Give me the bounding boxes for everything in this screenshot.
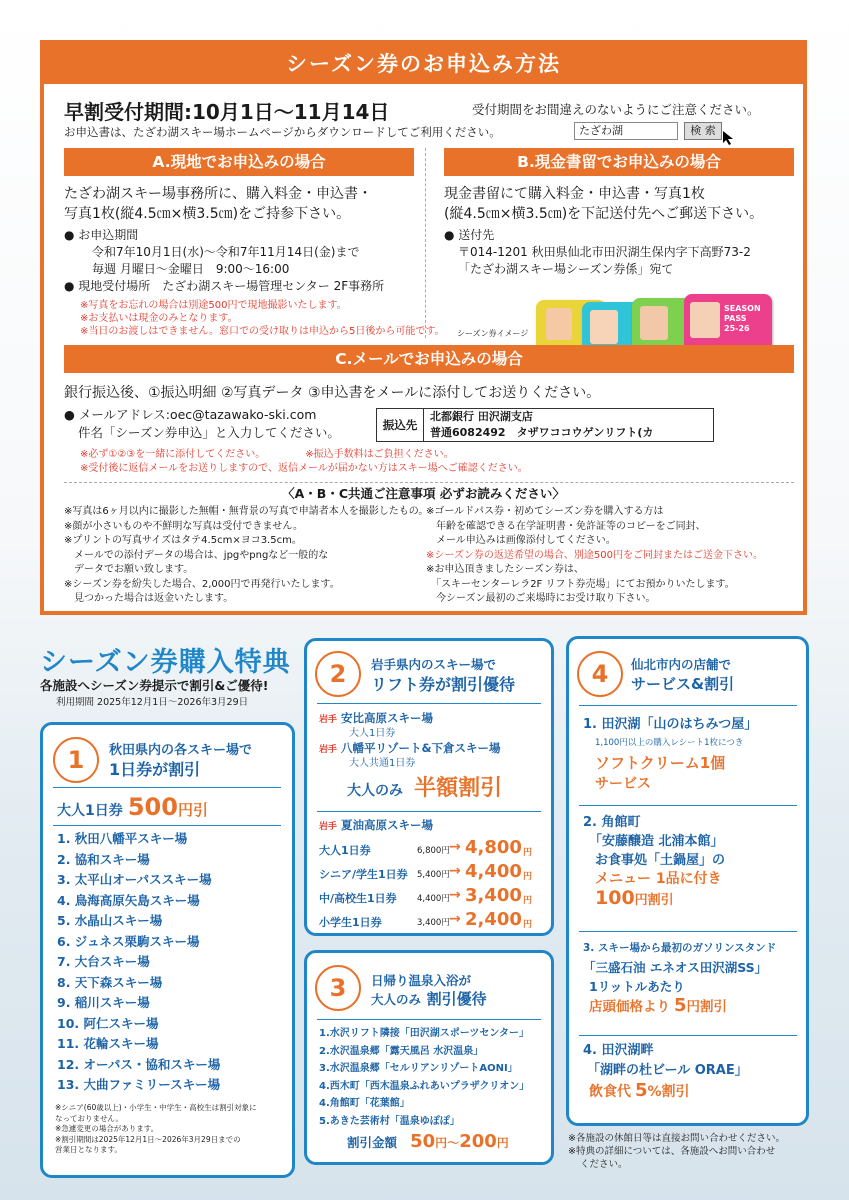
resort-appi-ticket: 大人1日券 xyxy=(349,728,396,739)
panel2-resorts xyxy=(319,711,501,771)
section-a-line-2: 写真1枚(縦4.5㎝×横3.5㎝)をご持参下さい。 xyxy=(64,206,351,222)
pass-card-label xyxy=(724,304,761,334)
common-right-4: ※シーズン券の返送希望の場合、別途500円をご同封またはご送金下さい。 xyxy=(426,549,763,561)
ski-area-item: 12. オーパス・協和スキー場 xyxy=(57,1056,221,1072)
shop-3-title: 3. スキー場から最初のガソリンスタンド xyxy=(583,942,777,954)
column-divider xyxy=(425,148,426,338)
ski-area-item: 6. ジュネス栗駒スキー場 xyxy=(57,933,200,949)
shop-1 xyxy=(583,713,803,793)
common-right-5: ※お申込頂きましたシーズン券は、 xyxy=(426,564,584,575)
ski-area-item: 13. 大曲ファミリースキー場 xyxy=(57,1077,221,1092)
shop-2-discount xyxy=(583,889,803,910)
section-c-notes xyxy=(80,448,528,476)
reception-place: ● 現地受付場所 たざわ湖スキー場管理センター 2F事務所 xyxy=(64,279,385,293)
pref-label: 岩手 xyxy=(319,822,338,832)
early-note: 受付期間をお間違えのないようにご注意ください。 xyxy=(472,102,760,117)
shop-4-amount: 5 xyxy=(635,1080,648,1101)
shop-1-offer: ソフトクリーム1個 xyxy=(595,754,726,772)
shop-2-offer: メニュー 1品に付き xyxy=(595,871,722,887)
note-c-1b: ※振込手数料はご負担ください。 xyxy=(305,449,454,460)
section-b-line-2: (縦4.5㎝×横3.5㎝)を下記送付先へご郵送下さい。 xyxy=(444,206,764,222)
bank-name: 北都銀行 田沢湖支店 xyxy=(430,410,533,423)
resort-appi: 安比高原スキー場 xyxy=(341,711,434,725)
panel1-divider xyxy=(53,787,281,788)
onsen-item: 4.角館町「花葉館」 xyxy=(319,1098,410,1109)
common-left-4: メールでの添付データの場合は、jpgやpngなど一般的な xyxy=(64,549,329,561)
footer-note: ください。 xyxy=(580,1159,628,1170)
card-text-2: PASS xyxy=(724,314,747,323)
price-number: 500 xyxy=(127,793,178,821)
note-c-2: ※受付後に返信メールをお送りしますので、返信メールが届かない方はスキー場へご確認ください。 xyxy=(80,463,528,474)
panel2-head2: リフト券が割引優待 xyxy=(371,675,516,694)
panel1-head2: 1日券が割引 xyxy=(109,760,201,779)
benefit-badge-2: 2 xyxy=(315,651,361,697)
bank-info xyxy=(424,408,714,442)
ski-area-list xyxy=(57,829,220,1096)
onsen-price-unit: 円 xyxy=(496,1136,509,1150)
note-a-2: ※お支払いは現金のみとなります。 xyxy=(80,313,238,324)
shop-2 xyxy=(583,813,803,910)
section-c-title: C.メールでお申込みの場合 xyxy=(64,345,794,373)
common-left-2: ※顔が小さいものや不鮮明な写真は受付できません。 xyxy=(64,520,303,532)
panel4-divider-3 xyxy=(579,931,797,932)
ski-area-item: 1. 秋田八幡平スキー場 xyxy=(57,831,188,846)
common-right-2: 年齢を確認できる在学証明書・免許証等のコピーをご同封、 xyxy=(426,520,706,532)
onsen-price xyxy=(347,1131,509,1152)
price-row-from: 6,800円 xyxy=(417,846,450,856)
common-left-3: ※プリントの写真サイズはタテ4.5cm×ヨコ3.5cm。 xyxy=(64,535,302,546)
price-row xyxy=(319,885,547,909)
period-dates: 令和7年10月1日(水)〜令和7年11月14日(金)まで xyxy=(92,245,360,259)
arrow-icon: → xyxy=(449,863,461,879)
common-right-3: メール申込みは画像添付してください。 xyxy=(426,535,616,546)
onsen-price-max: 200 xyxy=(459,1131,497,1152)
common-left-6: ※シーズン券を紛失した場合、2,000円で再発行いたします。 xyxy=(64,578,340,590)
price-row xyxy=(319,861,547,885)
panel2-geto xyxy=(319,817,433,833)
card-text-1: SEASON xyxy=(724,304,761,313)
shop-1-condition: 1,100円以上の購入レシート1枚につき xyxy=(595,738,744,748)
onsen-price-label: 割引金額 xyxy=(347,1135,398,1150)
shop-2-title: 2. 角館町 xyxy=(583,815,641,830)
shop-2-unit: 円割引 xyxy=(634,893,674,908)
benefit-panel-2 xyxy=(304,638,554,936)
shop-3-offer: 店頭価格より xyxy=(589,999,670,1015)
onsen-item: 5.あきた芸術村「温泉ゆぽぽ」 xyxy=(319,1115,460,1127)
bank-account: 普通6082492 タザワココウゲンリフト(カ xyxy=(430,426,654,439)
panel4-head2: サービス&割引 xyxy=(631,675,735,693)
ski-area-item: 3. 太平山オーパススキー場 xyxy=(57,872,212,887)
price-row xyxy=(319,837,547,861)
ski-area-item: 4. 鳥海高原矢島スキー場 xyxy=(57,892,200,908)
panel2-divider-2 xyxy=(317,811,541,812)
ski-area-item: 8. 天下森スキー場 xyxy=(57,974,163,990)
price-unit: 円引 xyxy=(177,801,208,819)
dest-label: ● 送付先 xyxy=(444,228,495,242)
dest-address: 〒014-1201 秋田県仙北市田沢湖生保内字下高野73-2 xyxy=(458,245,751,259)
common-notes-right xyxy=(426,505,763,607)
common-divider xyxy=(64,482,794,483)
benefits-period: 利用期間 2025年12月1日〜2026年3月29日 xyxy=(56,697,249,708)
common-notes-left xyxy=(64,505,428,607)
section-b-title: B.現金書留でお申込みの場合 xyxy=(444,148,794,176)
section-b-text xyxy=(444,184,763,224)
page-title: シーズン券のお申込み方法 xyxy=(44,44,803,84)
panel3-head2a: 大人のみ xyxy=(371,992,422,1007)
onsen-list xyxy=(319,1025,529,1130)
panel1-note: ※シニア(60歳以上)・小学生・中学生・高校生は割引対象に xyxy=(55,1103,257,1112)
period-hours: 毎週 月曜日〜金曜日 9:00〜16:00 xyxy=(92,262,290,276)
arrow-icon: → xyxy=(449,911,461,927)
ski-area-item: 5. 水晶山スキー場 xyxy=(57,913,163,928)
panel1-note: 営業日となります。 xyxy=(55,1145,122,1154)
card-text-3: 25-26 xyxy=(724,324,750,333)
note-a-3: ※当日のお渡しはできません。窓口での受け取りは申込から5日後から可能です。 xyxy=(80,326,445,337)
ski-area-item: 10. 阿仁スキー場 xyxy=(57,1015,159,1031)
resort-geto: 夏油高原スキー場 xyxy=(341,818,434,832)
section-a-period xyxy=(64,227,384,295)
panel3-head2b: 割引優待 xyxy=(426,990,487,1008)
benefit-badge-1: 1 xyxy=(53,737,99,783)
panel4-divider xyxy=(579,705,797,706)
shop-3-condition: 1リットルあたり xyxy=(589,979,685,994)
note-c-1: ※必ず①②③を一緒に添付してください。 xyxy=(80,449,266,460)
section-b-line-1: 現金書留にて購入料金・申込書・写真1枚 xyxy=(444,186,705,202)
download-text: お申込書は、たざわ湖スキー場ホームページからダウンロードしてご利用ください。 xyxy=(64,125,501,139)
note-a-1: ※写真をお忘れの場合は別途500円で現地撮影いたします。 xyxy=(80,300,347,311)
panel3-head1: 日帰り温泉入浴が xyxy=(371,973,472,988)
arrow-icon: → xyxy=(449,887,461,903)
panel1-note: なっておりません。 xyxy=(55,1113,123,1123)
benefit-panel-3 xyxy=(304,950,554,1165)
search-button[interactable]: 検 索 xyxy=(684,122,722,140)
price-row-label: 大人1日券 xyxy=(319,844,371,857)
common-left-5: データでお願い致します。 xyxy=(64,564,194,575)
shop-1-title: 1. 田沢湖「山のはちみつ屋」 xyxy=(583,717,758,732)
section-b-dest xyxy=(444,227,751,278)
shop-4 xyxy=(583,1041,803,1102)
card-image-caption: シーズン券イメージ xyxy=(457,329,529,338)
shop-2-restaurant: お食事処「土鍋屋」の xyxy=(595,853,726,868)
shop-4-discount xyxy=(583,1081,803,1102)
common-right-1: ※ゴールドパス券・初めてシーズン券を購入する方は xyxy=(426,506,664,517)
half-price xyxy=(347,771,502,802)
price-row xyxy=(319,909,547,933)
price-row-from: 3,400円 xyxy=(417,918,450,928)
shop-3-amount: 5 xyxy=(674,995,687,1016)
shop-2-amount: 100 xyxy=(595,887,635,909)
common-notes-title: 〈A・B・C共通ご注意事項 必ずお読みください〉 xyxy=(282,486,565,501)
benefit-panel-4 xyxy=(566,636,809,1126)
onsen-item: 3.水沢温泉郷「セルリアンリゾートAONI」 xyxy=(319,1063,518,1074)
section-a-notes xyxy=(80,299,445,338)
section-a-line-1: たざわ湖スキー場事務所に、購入料金・申込書・ xyxy=(64,186,372,202)
shop-4-unit: %割引 xyxy=(647,1084,690,1100)
period-label: ● お申込期間 xyxy=(64,228,139,242)
price-row-to: 4,400 xyxy=(465,861,522,882)
price-row-unit: 円 xyxy=(523,920,533,930)
shop-1-service: サービス xyxy=(595,776,651,792)
benefit-panel-1 xyxy=(40,722,295,1178)
common-right-6: 「スキーセンターレラ2F リフト券売場」にてお預かりいたします。 xyxy=(426,578,735,590)
resort-hachimantai-ticket: 大人共通1日券 xyxy=(349,758,416,769)
arrow-icon: → xyxy=(449,839,461,855)
panel3-head2 xyxy=(371,988,487,1009)
pref-label: 岩手 xyxy=(319,715,338,725)
geto-price-table xyxy=(319,837,547,933)
price-row-label: 中/高校生1日券 xyxy=(319,892,397,905)
price-row-label: 小学生1日券 xyxy=(319,916,382,929)
panel3-divider xyxy=(317,1019,541,1020)
panel1-notes xyxy=(55,1103,257,1156)
price-row-from: 4,400円 xyxy=(417,894,450,904)
pref-label: 岩手 xyxy=(319,745,338,755)
application-method-frame xyxy=(40,40,807,615)
ski-area-item: 11. 花輪スキー場 xyxy=(57,1036,159,1051)
section-c-line: 銀行振込後、①振込明細 ②写真データ ③申込書をメールに添付してお送りください。 xyxy=(64,385,601,401)
price-row-label: シニア/学生1日券 xyxy=(319,868,408,881)
panel4-divider-2 xyxy=(579,805,797,806)
shop-4-title: 4. 田沢湖畔 xyxy=(583,1043,654,1058)
panel1-note: ※急遽変更の場合があります。 xyxy=(55,1124,159,1133)
section-a-text xyxy=(64,184,372,224)
half-text: 半額割引 xyxy=(414,776,503,801)
resort-hachimantai: 八幡平リゾート&下倉スキー場 xyxy=(341,741,501,755)
price-row-to: 4,800 xyxy=(465,837,522,858)
mail-address: ● メールアドレス:oec@tazawako-ski.com xyxy=(64,407,317,422)
onsen-item: 4.西木町「西木温泉ふれあいプラザクリオン」 xyxy=(319,1080,530,1092)
shop-3-unit: 円割引 xyxy=(686,999,728,1015)
shop-4-offer: 飲食代 xyxy=(589,1084,631,1100)
onsen-item: 2.水沢温泉郷「露天風呂 水沢温泉」 xyxy=(319,1045,484,1057)
dest-addressee: 「たざわ湖スキー場シーズン券係」宛て xyxy=(458,262,674,276)
benefits-title: シーズン券購入特典 xyxy=(40,647,291,678)
ski-area-item: 7. 大台スキー場 xyxy=(57,954,150,969)
panel4-head1: 仙北市内の店舗で xyxy=(631,657,732,672)
onsen-price-mid: 円〜 xyxy=(435,1136,460,1150)
panel1-divider-2 xyxy=(53,825,281,826)
common-right-7: 今シーズン最初のご来場時にお受け取り下さい。 xyxy=(426,593,656,604)
shop-2-store: 「安藤醸造 北浦本館」 xyxy=(589,834,724,849)
ski-area-item: 9. 稲川スキー場 xyxy=(57,995,150,1010)
common-left-1: ※写真は6ヶ月以内に撮影した無帽・無背景の写真で申請者本人を撮影したもの。 xyxy=(64,506,429,517)
cursor-icon xyxy=(722,130,736,150)
mail-subject: 件名「シーズン券申込」と入力してください。 xyxy=(78,425,340,440)
benefit-badge-3: 3 xyxy=(315,965,361,1011)
footer-notes xyxy=(568,1132,785,1171)
panel4-divider-4 xyxy=(579,1035,797,1036)
shop-3 xyxy=(583,939,807,1017)
common-left-7: 見つかった場合は返金いたします。 xyxy=(64,593,234,604)
search-input[interactable]: たざわ湖 xyxy=(574,122,678,140)
onsen-price-min: 50 xyxy=(410,1131,436,1152)
panel1-price xyxy=(57,793,208,821)
panel1-head1: 秋田県内の各スキー場で xyxy=(109,743,253,758)
panel1-note: ※割引期間は2025年12月1日〜2026年3月29日までの xyxy=(55,1134,241,1144)
shop-3-discount xyxy=(583,996,807,1017)
price-row-to: 2,400 xyxy=(465,909,522,930)
ski-area-item: 2. 協和スキー場 xyxy=(57,851,150,867)
section-a-title: A.現地でお申込みの場合 xyxy=(64,148,414,176)
price-row-from: 5,400円 xyxy=(417,870,450,880)
footer-note: ※各施設の休館日等は直接お問い合わせください。 xyxy=(568,1133,785,1144)
shop-4-store: 「湖畔の杜ビール ORAE」 xyxy=(587,1063,748,1078)
panel2-head1: 岩手県内のスキー場で xyxy=(371,657,497,672)
onsen-item: 1.水沢リフト隣接「田沢湖スポーツセンター」 xyxy=(319,1028,529,1039)
half-label: 大人のみ xyxy=(347,783,403,799)
price-row-to: 3,400 xyxy=(465,885,522,906)
price-row-unit: 円 xyxy=(523,848,533,858)
price-row-unit: 円 xyxy=(523,896,533,906)
section-c-mail xyxy=(64,406,340,442)
benefits-subtitle: 各施設へシーズン券提示で割引&ご優待! xyxy=(40,678,269,693)
price-row-unit: 円 xyxy=(523,872,533,882)
footer-note: ※特典の詳細については、各施設へお問い合わせ xyxy=(568,1146,776,1157)
early-period: 早割受付期間:10月1日〜11月14日 xyxy=(64,100,390,124)
price-label: 大人1日券 xyxy=(57,803,123,819)
panel2-divider xyxy=(317,703,541,704)
benefit-badge-4: 4 xyxy=(577,651,623,697)
transfer-label: 振込先 xyxy=(376,408,424,442)
shop-3-store: 「三盛石油 エネオス田沢湖SS」 xyxy=(583,960,768,975)
